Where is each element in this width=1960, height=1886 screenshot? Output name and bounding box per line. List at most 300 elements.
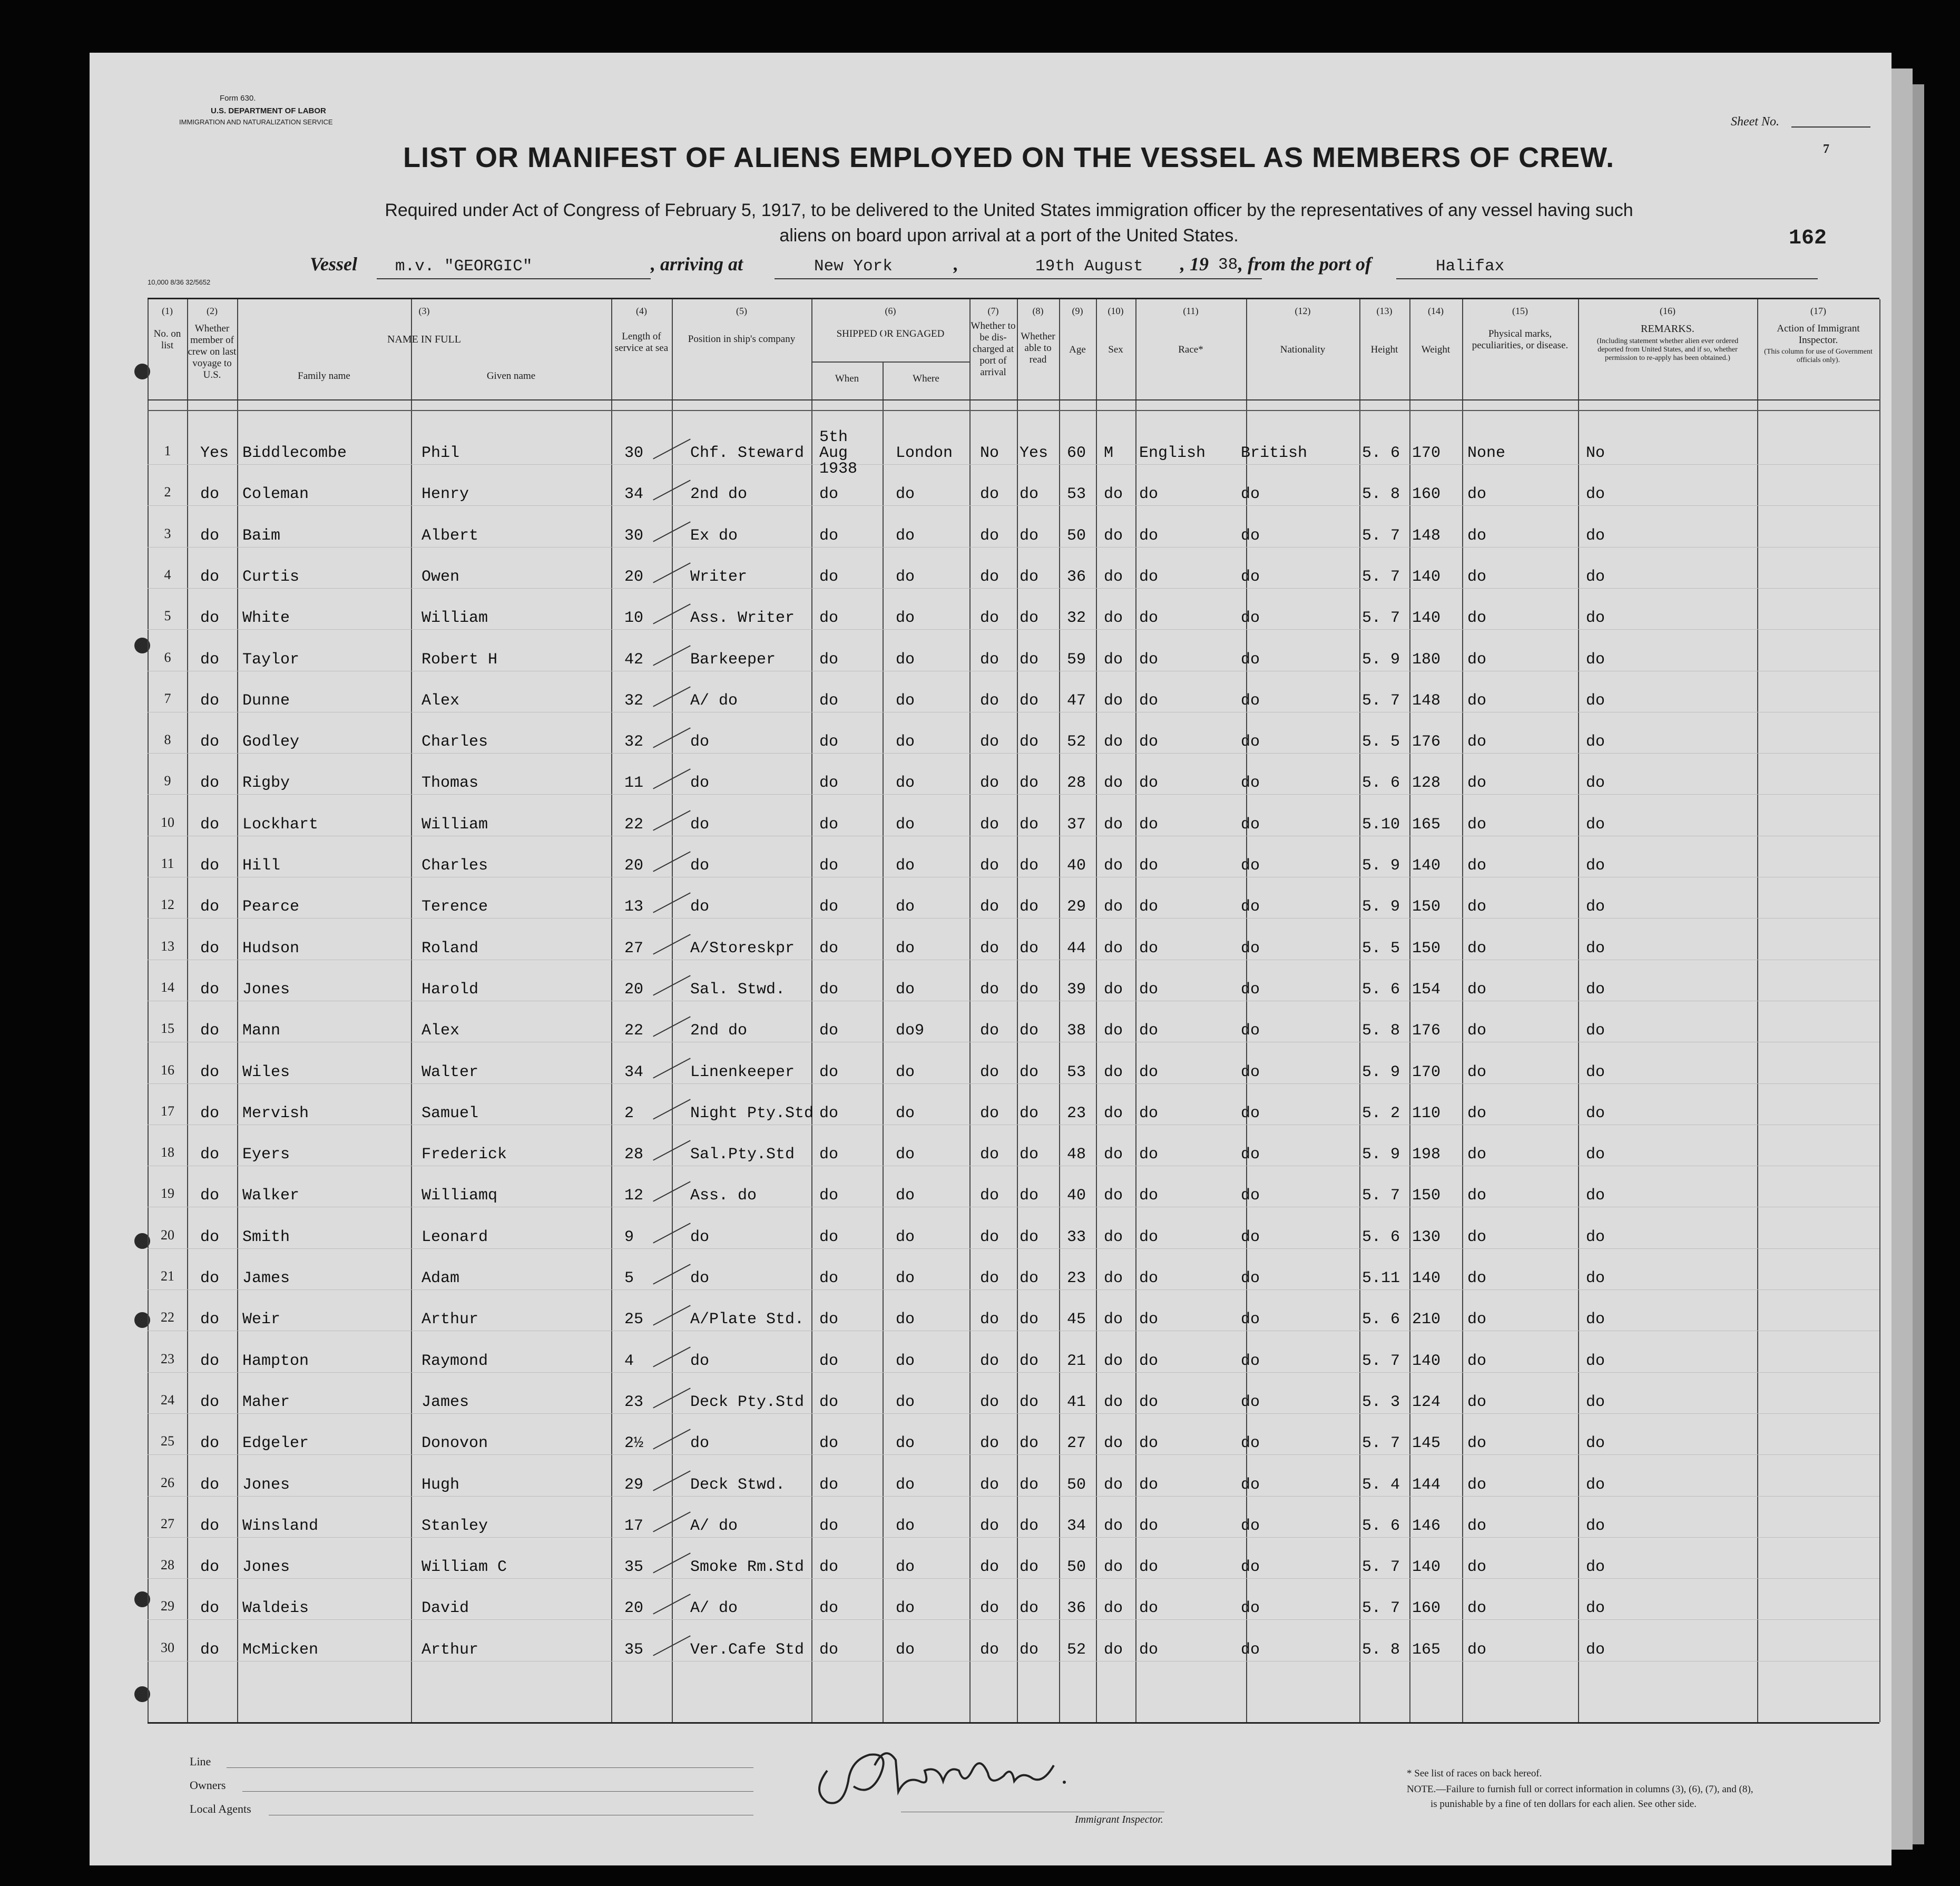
age-cell: 50	[1067, 1558, 1086, 1577]
member-cell: Yes	[200, 444, 229, 462]
read-cell: do	[1020, 857, 1039, 875]
hdr-family-name: Family name	[298, 370, 350, 382]
given-name-cell: Terence	[422, 898, 488, 916]
sex-cell: do	[1104, 733, 1123, 751]
sheet-label: Sheet No.	[1731, 115, 1779, 129]
height-cell: 5. 7	[1362, 691, 1400, 710]
position-cell: A/ do	[690, 1599, 738, 1618]
physical-cell: do	[1467, 1104, 1487, 1122]
race-cell: do	[1139, 1228, 1159, 1246]
position-cell: do	[690, 733, 710, 751]
family-name-cell: Biddlecombe	[242, 444, 347, 462]
when-cell: do	[819, 1228, 839, 1246]
weight-cell: 140	[1412, 1558, 1441, 1577]
nationality-cell: do	[1241, 1104, 1260, 1122]
member-cell: do	[200, 1640, 220, 1659]
weight-cell: 140	[1412, 609, 1441, 628]
weight-cell: 180	[1412, 650, 1441, 669]
row-number: 22	[161, 1310, 174, 1325]
physical-cell: do	[1467, 857, 1487, 875]
sex-cell: do	[1104, 1228, 1123, 1246]
given-name-cell: Charles	[422, 857, 488, 875]
family-name-cell: Smith	[242, 1228, 290, 1246]
read-cell: do	[1020, 815, 1039, 834]
race-cell: do	[1139, 1187, 1159, 1205]
hdr-physical: Physical marks, peculiarities, or disease.	[1472, 328, 1569, 351]
age-cell: 50	[1067, 526, 1086, 545]
row-number: 8	[164, 732, 171, 748]
where-cell: do	[896, 568, 915, 586]
when-cell: do	[819, 898, 839, 916]
physical-cell: do	[1467, 1063, 1487, 1081]
read-cell: do	[1020, 980, 1039, 999]
remarks-cell: do	[1586, 1146, 1605, 1164]
discharged-cell: do	[980, 898, 999, 916]
row-number: 21	[161, 1268, 174, 1284]
physical-cell: do	[1467, 1146, 1487, 1164]
race-cell: do	[1139, 980, 1159, 999]
where-cell: do	[896, 980, 915, 999]
length-cell: 29	[624, 1475, 644, 1494]
member-cell: do	[200, 1434, 220, 1453]
col-num: (14)	[1428, 306, 1444, 316]
weight-cell: 160	[1412, 1599, 1441, 1618]
age-cell: 53	[1067, 485, 1086, 504]
hdr-age: Age	[1069, 344, 1086, 355]
form-number: Form 630.	[220, 94, 256, 103]
race-cell: do	[1139, 609, 1159, 628]
remarks-cell: do	[1586, 1599, 1605, 1618]
read-cell: Yes	[1020, 444, 1048, 462]
when-cell: do	[819, 1063, 839, 1081]
read-cell: do	[1020, 1599, 1039, 1618]
remarks-cell: do	[1586, 1517, 1605, 1535]
manifest-page	[90, 53, 1892, 1865]
weight-cell: 198	[1412, 1146, 1441, 1164]
given-name-cell: Alex	[422, 1022, 460, 1040]
row-number: 24	[161, 1392, 174, 1408]
position-cell: Barkeeper	[690, 650, 776, 669]
position-cell: Deck Pty.Std	[690, 1393, 805, 1411]
sex-cell: do	[1104, 1352, 1123, 1370]
family-name-cell: Godley	[242, 733, 300, 751]
position-cell: do	[690, 1228, 710, 1246]
nationality-cell: do	[1241, 485, 1260, 504]
member-cell: do	[200, 1063, 220, 1081]
where-cell: do	[896, 733, 915, 751]
height-cell: 5. 8	[1362, 485, 1400, 504]
physical-cell: do	[1467, 815, 1487, 834]
where-cell: do	[896, 1352, 915, 1370]
height-cell: 5. 9	[1362, 898, 1400, 916]
where-cell: do	[896, 1475, 915, 1494]
discharged-cell: do	[980, 980, 999, 999]
given-name-cell: William C	[422, 1558, 507, 1577]
race-cell: do	[1139, 568, 1159, 586]
given-name-cell: Phil	[422, 444, 460, 462]
position-cell: do	[690, 1269, 710, 1287]
arrival-date: 19th August	[1035, 257, 1143, 276]
discharged-cell: do	[980, 1187, 999, 1205]
nationality-cell: do	[1241, 1022, 1260, 1040]
read-cell: do	[1020, 1475, 1039, 1494]
arriving-port: New York	[814, 257, 893, 276]
race-cell: do	[1139, 1558, 1159, 1577]
discharged-cell: do	[980, 939, 999, 957]
hdr-no-on-list: No. on list	[153, 328, 181, 351]
member-cell: do	[200, 898, 220, 916]
weight-cell: 146	[1412, 1517, 1441, 1535]
col-num: (17)	[1810, 306, 1826, 316]
given-name-cell: Albert	[422, 526, 479, 545]
subtitle-line-2: aliens on board upon arrival at a port of the United States.	[779, 226, 1239, 246]
height-cell: 5. 7	[1362, 609, 1400, 628]
vessel-label: Vessel	[310, 253, 357, 275]
race-note: * See list of races on back hereof.	[1407, 1768, 1542, 1779]
when-cell: do	[819, 1434, 839, 1453]
when-cell: do	[819, 526, 839, 545]
nationality-cell: do	[1241, 1311, 1260, 1329]
nationality-cell: British	[1241, 444, 1308, 462]
family-name-cell: Lockhart	[242, 815, 319, 834]
sex-cell: do	[1104, 815, 1123, 834]
race-cell: do	[1139, 815, 1159, 834]
read-cell: do	[1020, 1146, 1039, 1164]
col-num: (4)	[636, 306, 647, 316]
height-cell: 5. 5	[1362, 939, 1400, 957]
from-port: Halifax	[1436, 257, 1505, 276]
hdr-remarks-note: (Including statement whether alien ever ordered deported from United States, and if so, whether permission to re-apply has been obtained.)	[1596, 337, 1739, 362]
height-cell: 5. 7	[1362, 1558, 1400, 1577]
read-cell: do	[1020, 1517, 1039, 1535]
height-cell: 5. 9	[1362, 1063, 1400, 1081]
position-cell: Ass. do	[690, 1187, 757, 1205]
remarks-cell: do	[1586, 733, 1605, 751]
physical-cell: do	[1467, 526, 1487, 545]
nationality-cell: do	[1241, 815, 1260, 834]
height-cell: 5. 9	[1362, 1146, 1400, 1164]
member-cell: do	[200, 857, 220, 875]
sex-cell: do	[1104, 1434, 1123, 1453]
sex-cell: do	[1104, 650, 1123, 669]
print-code: 10,000 8/36 32/5652	[148, 278, 211, 286]
age-cell: 34	[1067, 1517, 1086, 1535]
remarks-cell: do	[1586, 857, 1605, 875]
discharged-cell: do	[980, 1311, 999, 1329]
given-name-cell: Thomas	[422, 774, 479, 793]
member-cell: do	[200, 568, 220, 586]
length-cell: 20	[624, 857, 644, 875]
read-cell: do	[1020, 1352, 1039, 1370]
when-cell: do	[819, 1311, 839, 1329]
row-number: 29	[161, 1598, 174, 1614]
owners-label: Owners	[190, 1778, 226, 1792]
discharged-cell: do	[980, 1640, 999, 1659]
member-cell: do	[200, 1393, 220, 1411]
read-cell: do	[1020, 939, 1039, 957]
position-cell: Ex do	[690, 526, 738, 545]
read-cell: do	[1020, 1269, 1039, 1287]
position-cell: A/ do	[690, 691, 738, 710]
physical-cell: do	[1467, 1393, 1487, 1411]
inspector-signature	[806, 1734, 1080, 1815]
nationality-cell: do	[1241, 1517, 1260, 1535]
nationality-cell: do	[1241, 774, 1260, 793]
remarks-cell: No	[1586, 444, 1605, 462]
sex-cell: do	[1104, 857, 1123, 875]
where-cell: do	[896, 1269, 915, 1287]
remarks-cell: do	[1586, 1434, 1605, 1453]
given-name-cell: Walter	[422, 1063, 479, 1081]
race-cell: do	[1139, 939, 1159, 957]
when-cell: do	[819, 691, 839, 710]
age-cell: 23	[1067, 1269, 1086, 1287]
family-name-cell: James	[242, 1269, 290, 1287]
given-name-cell: David	[422, 1599, 469, 1618]
discharged-cell: do	[980, 568, 999, 586]
when-cell: do	[819, 485, 839, 504]
nationality-cell: do	[1241, 1063, 1260, 1081]
hdr-remarks: REMARKS.	[1641, 323, 1694, 335]
nationality-cell: do	[1241, 568, 1260, 586]
length-cell: 30	[624, 526, 644, 545]
family-name-cell: Winsland	[242, 1517, 319, 1535]
col-num: (10)	[1108, 306, 1124, 316]
row-number: 16	[161, 1062, 174, 1078]
hdr-action-note: (This column for use of Government officials only).	[1764, 348, 1873, 364]
age-cell: 52	[1067, 1640, 1086, 1659]
position-cell: A/Plate Std.	[690, 1311, 805, 1329]
hdr-weight: Weight	[1421, 344, 1451, 355]
remarks-cell: do	[1586, 1475, 1605, 1494]
weight-cell: 150	[1412, 1187, 1441, 1205]
physical-cell: do	[1467, 1475, 1487, 1494]
when-cell: do	[819, 1187, 839, 1205]
row-number: 11	[161, 856, 174, 871]
where-cell: do	[896, 1558, 915, 1577]
member-cell: do	[200, 1104, 220, 1122]
member-cell: do	[200, 774, 220, 793]
given-name-cell: Harold	[422, 980, 479, 999]
row-number: 13	[161, 938, 174, 954]
sex-cell: do	[1104, 1104, 1123, 1122]
member-cell: do	[200, 980, 220, 999]
age-cell: 33	[1067, 1228, 1086, 1246]
read-cell: do	[1020, 1311, 1039, 1329]
where-cell: do	[896, 650, 915, 669]
given-name-cell: Henry	[422, 485, 469, 504]
family-name-cell: Maher	[242, 1393, 290, 1411]
discharged-cell: do	[980, 691, 999, 710]
col-num: (2)	[207, 306, 218, 316]
member-cell: do	[200, 1558, 220, 1577]
read-cell: do	[1020, 691, 1039, 710]
weight-cell: 150	[1412, 898, 1441, 916]
row-number: 20	[161, 1227, 174, 1243]
race-cell: do	[1139, 1269, 1159, 1287]
given-name-cell: Arthur	[422, 1640, 479, 1659]
discharged-cell: do	[980, 1475, 999, 1494]
fine-note-1: NOTE.—Failure to furnish full or correct information in columns (3), (6), (7), and (8),	[1407, 1784, 1753, 1795]
length-cell: 42	[624, 650, 644, 669]
family-name-cell: Taylor	[242, 650, 300, 669]
member-cell: do	[200, 939, 220, 957]
nationality-cell: do	[1241, 1228, 1260, 1246]
discharged-cell: do	[980, 1022, 999, 1040]
physical-cell: do	[1467, 1269, 1487, 1287]
hdr-shipped: SHIPPED OR ENGAGED	[836, 328, 945, 339]
race-cell: do	[1139, 1022, 1159, 1040]
position-cell: A/Storeskpr	[690, 939, 795, 957]
weight-cell: 176	[1412, 1022, 1441, 1040]
member-cell: do	[200, 1269, 220, 1287]
where-cell: do	[896, 774, 915, 793]
family-name-cell: Pearce	[242, 898, 300, 916]
when-cell: do	[819, 815, 839, 834]
weight-cell: 140	[1412, 1269, 1441, 1287]
where-cell: do	[896, 1640, 915, 1659]
member-cell: do	[200, 1311, 220, 1329]
age-cell: 48	[1067, 1146, 1086, 1164]
row-number: 25	[161, 1433, 174, 1449]
physical-cell: do	[1467, 1517, 1487, 1535]
remarks-cell: do	[1586, 1269, 1605, 1287]
sex-cell: do	[1104, 1393, 1123, 1411]
family-name-cell: Jones	[242, 1558, 290, 1577]
physical-cell: do	[1467, 485, 1487, 504]
remarks-cell: do	[1586, 526, 1605, 545]
nationality-cell: do	[1241, 857, 1260, 875]
length-cell: 28	[624, 1146, 644, 1164]
given-name-cell: Roland	[422, 939, 479, 957]
row-number: 28	[161, 1557, 174, 1573]
where-cell: do	[896, 939, 915, 957]
hdr-member: Whether member of crew on last voyage to U.S.	[188, 323, 237, 380]
remarks-cell: do	[1586, 980, 1605, 999]
read-cell: do	[1020, 1187, 1039, 1205]
sex-cell: do	[1104, 1187, 1123, 1205]
physical-cell: do	[1467, 1640, 1487, 1659]
col-num: (11)	[1183, 306, 1199, 316]
nationality-cell: do	[1241, 526, 1260, 545]
sex-cell: do	[1104, 1063, 1123, 1081]
position-cell: do	[690, 815, 710, 834]
nationality-cell: do	[1241, 1146, 1260, 1164]
height-cell: 5. 6	[1362, 1228, 1400, 1246]
physical-cell: do	[1467, 691, 1487, 710]
length-cell: 9	[624, 1228, 634, 1246]
col-num: (7)	[987, 306, 999, 316]
race-cell: do	[1139, 1146, 1159, 1164]
race-cell: do	[1139, 485, 1159, 504]
family-name-cell: Rigby	[242, 774, 290, 793]
family-name-cell: Jones	[242, 980, 290, 999]
race-cell: do	[1139, 1393, 1159, 1411]
sex-cell: do	[1104, 980, 1123, 999]
weight-cell: 210	[1412, 1311, 1441, 1329]
length-cell: 22	[624, 815, 644, 834]
age-cell: 39	[1067, 980, 1086, 999]
col-num: (1)	[162, 306, 173, 316]
position-cell: do	[690, 774, 710, 793]
discharged-cell: do	[980, 815, 999, 834]
read-cell: do	[1020, 1434, 1039, 1453]
sex-cell: do	[1104, 609, 1123, 628]
when-cell: do	[819, 1599, 839, 1618]
family-name-cell: Coleman	[242, 485, 309, 504]
position-cell: 2nd do	[690, 485, 748, 504]
height-cell: 5.10	[1362, 815, 1400, 834]
vessel-name: m.v. "GEORGIC"	[395, 257, 533, 276]
remarks-cell: do	[1586, 485, 1605, 504]
physical-cell: do	[1467, 609, 1487, 628]
age-cell: 27	[1067, 1434, 1086, 1453]
where-cell: do	[896, 1104, 915, 1122]
age-cell: 44	[1067, 939, 1086, 957]
where-cell: do	[896, 1146, 915, 1164]
member-cell: do	[200, 733, 220, 751]
height-cell: 5. 6	[1362, 774, 1400, 793]
position-cell: do	[690, 857, 710, 875]
col-num: (5)	[736, 306, 747, 316]
remarks-cell: do	[1586, 1311, 1605, 1329]
given-name-cell: William	[422, 815, 488, 834]
remarks-cell: do	[1586, 1393, 1605, 1411]
col-num: (12)	[1295, 306, 1311, 316]
when-cell: do	[819, 1517, 839, 1535]
length-cell: 20	[624, 568, 644, 586]
when-cell: do	[819, 1640, 839, 1659]
family-name-cell: Wiles	[242, 1063, 290, 1081]
where-cell: do	[896, 1517, 915, 1535]
position-cell: Sal. Stwd.	[690, 980, 786, 999]
sex-cell: do	[1104, 1475, 1123, 1494]
when-cell: do	[819, 1022, 839, 1040]
discharged-cell: do	[980, 1599, 999, 1618]
height-cell: 5. 9	[1362, 650, 1400, 669]
hdr-read: Whether able to read	[1021, 331, 1055, 365]
row-number: 19	[161, 1186, 174, 1201]
sex-cell: do	[1104, 1022, 1123, 1040]
physical-cell: do	[1467, 650, 1487, 669]
discharged-cell: do	[980, 650, 999, 669]
sex-cell: do	[1104, 568, 1123, 586]
given-name-cell: Adam	[422, 1269, 460, 1287]
hdr-height: Height	[1370, 344, 1398, 355]
read-cell: do	[1020, 774, 1039, 793]
given-name-cell: Donovon	[422, 1434, 488, 1453]
length-cell: 4	[624, 1352, 634, 1370]
position-cell: do	[690, 1352, 710, 1370]
discharged-cell: do	[980, 1146, 999, 1164]
sex-cell: do	[1104, 1269, 1123, 1287]
where-cell: do9	[896, 1022, 925, 1040]
family-name-cell: Jones	[242, 1475, 290, 1494]
when-cell: do	[819, 1393, 839, 1411]
member-cell: do	[200, 815, 220, 834]
sex-cell: do	[1104, 526, 1123, 545]
nationality-cell: do	[1241, 1599, 1260, 1618]
given-name-cell: Arthur	[422, 1311, 479, 1329]
height-cell: 5. 3	[1362, 1393, 1400, 1411]
length-cell: 34	[624, 1063, 644, 1081]
hdr-action: Action of Immigrant Inspector.	[1777, 323, 1860, 346]
remarks-cell: do	[1586, 1063, 1605, 1081]
remarks-cell: do	[1586, 1104, 1605, 1122]
row-number: 1	[164, 443, 171, 458]
physical-cell: do	[1467, 1599, 1487, 1618]
physical-cell: do	[1467, 1352, 1487, 1370]
